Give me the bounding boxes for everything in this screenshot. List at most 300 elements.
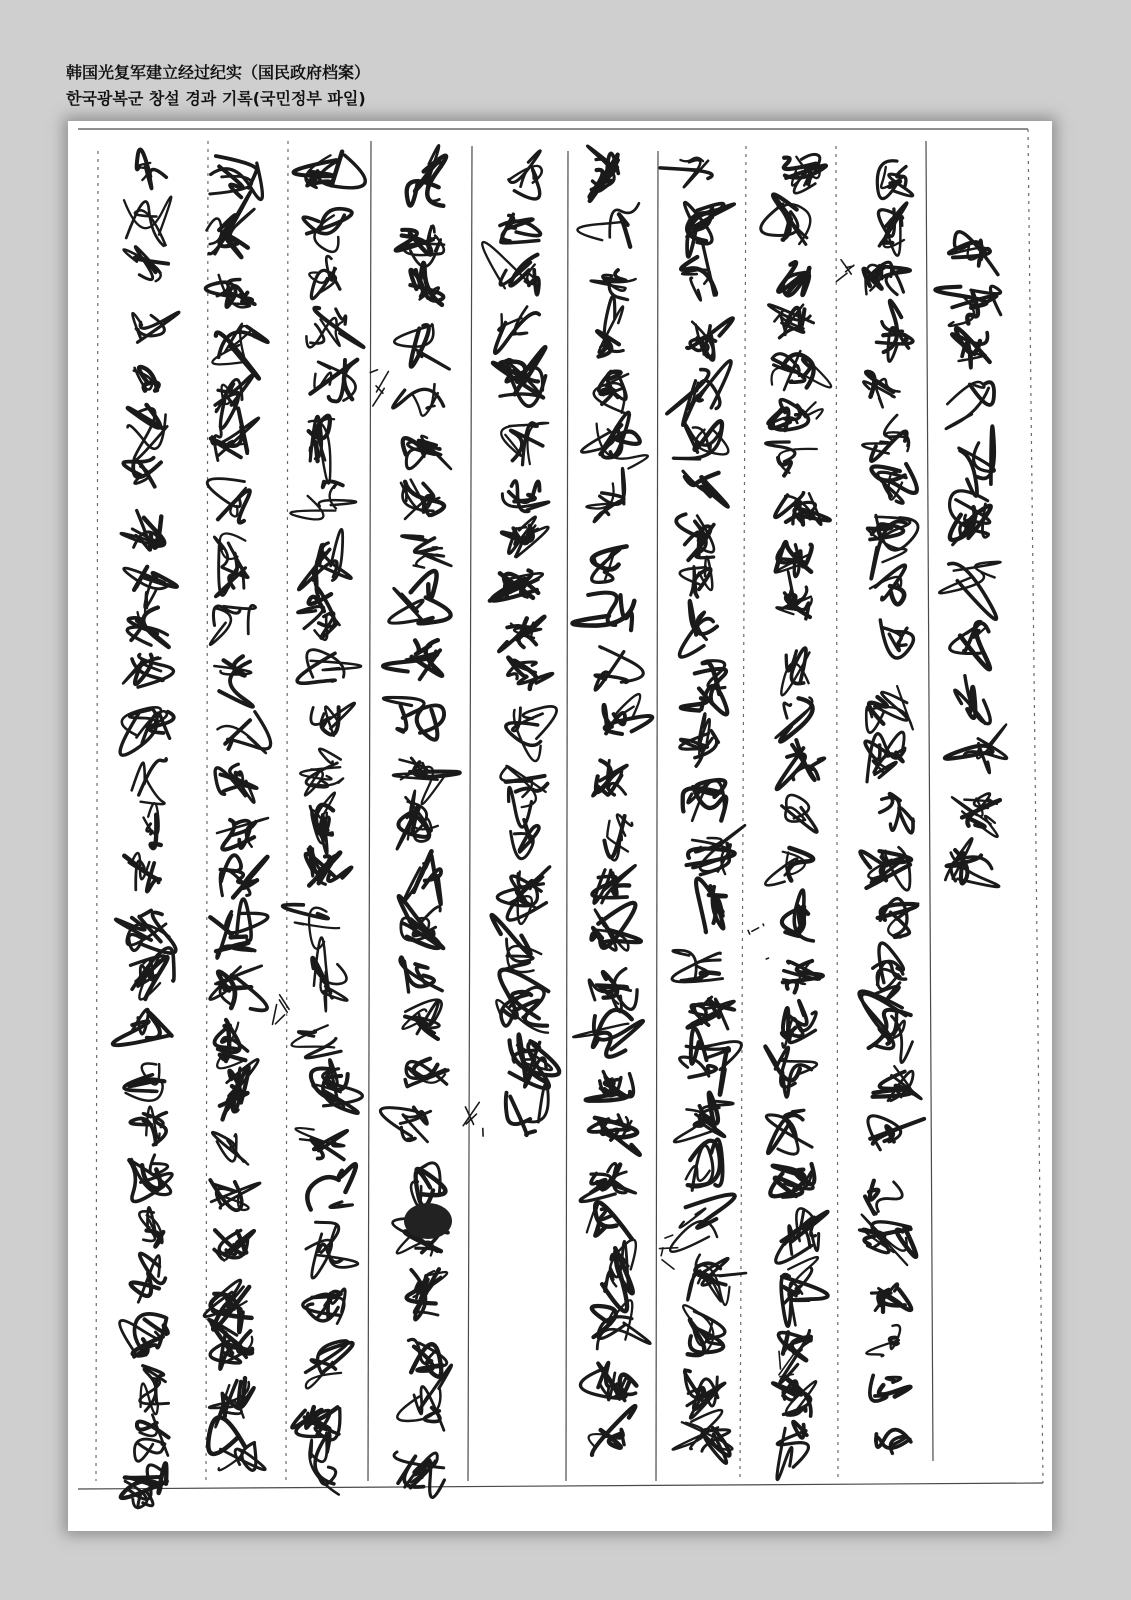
handwritten-glyph <box>683 780 727 821</box>
handwritten-glyph <box>674 1093 733 1142</box>
handwritten-glyph <box>660 158 712 188</box>
ink-stroke <box>510 1097 535 1136</box>
handwritten-glyph <box>782 890 813 941</box>
handwritten-glyph <box>952 328 990 368</box>
handwritten-glyph <box>499 617 544 652</box>
ink-stroke <box>720 1048 729 1094</box>
ink-stroke <box>947 382 984 404</box>
handwritten-glyph <box>770 1164 814 1197</box>
handwritten-glyph <box>129 1155 172 1202</box>
handwritten-glyph <box>594 372 630 415</box>
ink-stroke <box>573 601 635 626</box>
handwritten-glyph <box>501 423 548 465</box>
handwritten-glyph <box>591 903 641 951</box>
ink-stroke <box>295 922 340 928</box>
handwritten-glyph <box>580 1363 636 1401</box>
handwritten-glyph <box>397 791 438 849</box>
handwritten-glyph <box>294 152 366 188</box>
handwritten-glyph <box>218 712 271 753</box>
ink-stroke <box>598 1033 625 1057</box>
handwritten-glyph <box>132 312 178 342</box>
handwritten-glyph <box>587 1202 632 1239</box>
handwritten-glyph <box>604 815 632 861</box>
handwritten-glyph <box>604 694 653 734</box>
ink-stroke <box>665 1235 673 1238</box>
handwritten-glyph <box>380 1107 430 1142</box>
handwritten-glyph <box>502 517 548 557</box>
ink-stroke <box>373 388 384 406</box>
handwritten-glyph <box>124 1064 164 1101</box>
handwritten-glyph <box>120 707 174 755</box>
handwritten-glyph <box>402 536 452 568</box>
ink-stroke <box>660 1248 678 1249</box>
handwritten-glyph <box>127 592 169 647</box>
handwritten-glyph <box>680 601 718 657</box>
ink-stroke <box>660 168 712 179</box>
handwritten-column <box>283 152 366 1495</box>
handwritten-glyph <box>508 657 553 688</box>
handwritten-glyph <box>121 511 164 551</box>
handwritten-glyph <box>873 943 906 999</box>
ink-stroke <box>880 794 900 813</box>
handwritten-glyph <box>676 514 714 560</box>
handwritten-glyph <box>939 562 1000 619</box>
handwritten-glyph <box>214 656 253 706</box>
handwritten-column <box>761 154 831 1479</box>
ink-stroke <box>946 388 989 429</box>
column-divider <box>286 141 288 1481</box>
handwritten-glyph <box>403 436 451 469</box>
handwritten-glyph <box>777 740 825 789</box>
ink-stroke <box>283 905 329 919</box>
handwritten-glyph <box>131 948 174 1000</box>
handwritten-glyph <box>777 1422 809 1480</box>
marginal-annotation <box>836 260 854 282</box>
handwritten-glyph <box>687 825 745 874</box>
handwritten-glyph <box>868 1116 924 1150</box>
column-divider <box>656 151 658 1481</box>
handwritten-glyph <box>878 203 906 256</box>
handwritten-glyph <box>299 529 352 589</box>
handwritten-glyph <box>586 468 624 521</box>
handwritten-glyph <box>573 1010 643 1057</box>
handwritten-glyph <box>865 732 905 782</box>
handwritten-glyph <box>306 1341 353 1389</box>
handwritten-glyph <box>688 997 735 1029</box>
handwritten-glyph <box>307 1164 356 1209</box>
handwritten-glyph <box>130 1107 166 1145</box>
handwritten-glyph <box>296 1128 348 1159</box>
handwritten-glyph <box>680 1028 742 1094</box>
handwritten-glyph <box>592 866 635 904</box>
ink-stroke <box>691 278 701 301</box>
column-divider <box>206 141 208 1481</box>
handwritten-glyph <box>862 415 909 461</box>
handwritten-glyph <box>407 145 446 205</box>
handwritten-glyph <box>775 493 830 525</box>
ink-stroke <box>129 861 145 890</box>
handwritten-glyph <box>215 375 253 429</box>
handwritten-glyph <box>586 1072 634 1101</box>
handwritten-glyph <box>124 853 159 892</box>
handwritten-glyph <box>490 570 543 600</box>
page-header <box>66 60 370 112</box>
handwritten-glyph <box>121 1463 167 1507</box>
handwritten-glyph <box>597 296 623 357</box>
column-divider <box>566 151 568 1481</box>
handwritten-glyph <box>206 275 255 307</box>
handwritten-column <box>573 146 653 1455</box>
ink-stroke <box>886 1377 901 1382</box>
handwritten-glyph <box>946 382 994 429</box>
ink-stroke <box>959 443 995 472</box>
handwritten-glyph <box>683 1305 725 1355</box>
handwritten-glyph <box>399 896 444 948</box>
handwritten-glyph <box>945 838 999 886</box>
handwritten-glyph <box>506 1083 548 1135</box>
ink-stroke <box>784 703 791 718</box>
column-divider <box>926 141 933 1461</box>
handwritten-glyph <box>859 1215 916 1265</box>
handwritten-glyph <box>144 803 161 848</box>
handwritten-glyph <box>396 226 444 267</box>
handwritten-glyph <box>870 565 905 604</box>
handwritten-glyph <box>217 818 268 850</box>
handwritten-glyph <box>673 421 728 459</box>
handwritten-glyph <box>592 546 627 582</box>
handwritten-glyph <box>781 1257 828 1326</box>
handwritten-glyph <box>214 1230 254 1260</box>
handwritten-glyph <box>312 937 347 1011</box>
handwritten-glyph <box>407 1269 448 1319</box>
handwritten-glyph <box>868 515 918 578</box>
handwritten-glyph <box>401 480 444 519</box>
ink-stroke <box>126 202 164 246</box>
handwritten-glyph <box>120 1314 168 1357</box>
handwritten-glyph <box>581 412 648 468</box>
handwritten-glyph <box>686 1139 723 1190</box>
marginal-annotation <box>463 1102 483 1136</box>
ink-stroke <box>216 333 259 379</box>
handwritten-glyph <box>131 1254 166 1303</box>
ink-stroke <box>836 273 847 281</box>
handwritten-glyph <box>510 1035 560 1089</box>
handwritten-glyph <box>935 286 1000 326</box>
handwritten-glyph <box>212 324 268 379</box>
ink-stroke <box>965 676 990 724</box>
manuscript-bottom-rule <box>78 1483 1043 1489</box>
ink-stroke <box>116 918 151 940</box>
handwritten-glyph <box>207 479 250 523</box>
handwritten-glyph <box>865 1181 902 1214</box>
ink-stroke <box>509 787 532 827</box>
handwritten-glyph <box>684 202 734 256</box>
column-divider <box>368 141 371 1481</box>
handwritten-column <box>380 145 459 1497</box>
handwritten-glyph <box>863 372 899 407</box>
ink-stroke <box>748 930 750 934</box>
ink-stroke <box>577 222 620 240</box>
ink-stroke <box>138 312 179 342</box>
ink-stroke <box>402 536 427 541</box>
handwritten-glyph <box>877 161 912 199</box>
handwritten-glyph <box>595 647 643 690</box>
handwritten-glyph <box>873 1066 922 1101</box>
ink-stroke <box>899 808 913 833</box>
handwritten-glyph <box>482 242 539 295</box>
column-divider <box>740 146 746 1481</box>
manuscript-scan <box>68 121 1052 1531</box>
handwritten-glyph <box>292 1407 340 1440</box>
handwritten-glyph <box>950 491 991 545</box>
handwritten-glyph <box>769 305 814 338</box>
left-margin-rule <box>96 151 98 1481</box>
handwritten-column <box>113 150 179 1508</box>
handwritten-glyph <box>775 698 812 742</box>
title-chinese: 韩国光复军建立经过纪实（国民政府档案） <box>66 63 371 82</box>
handwritten-glyph <box>870 1375 910 1401</box>
ink-blot <box>404 1203 452 1239</box>
handwritten-glyph <box>502 481 549 512</box>
ink-stroke <box>370 370 377 373</box>
ink-stroke <box>377 372 389 392</box>
ink-stroke <box>870 1119 924 1144</box>
handwritten-glyph <box>209 1319 253 1369</box>
handwritten-glyph <box>687 318 733 360</box>
handwritten-glyph <box>775 542 812 576</box>
ink-stroke <box>415 964 428 983</box>
ink-stroke <box>866 1340 899 1356</box>
handwritten-glyph <box>765 848 813 885</box>
handwritten-glyph <box>404 851 441 904</box>
handwritten-glyph <box>761 195 811 245</box>
column-divider <box>468 146 472 1481</box>
handwritten-glyph <box>310 793 335 854</box>
handwritten-glyph <box>124 197 171 246</box>
handwritten-glyph <box>310 360 357 402</box>
ink-stroke <box>273 1005 277 1025</box>
handwritten-glyph <box>300 749 343 796</box>
handwritten-glyph <box>394 1452 444 1497</box>
handwritten-glyph <box>580 1164 636 1202</box>
ink-stroke <box>299 1031 316 1036</box>
handwritten-glyph <box>290 481 356 519</box>
handwritten-glyph <box>134 367 159 391</box>
handwritten-glyph <box>210 966 267 1011</box>
ink-stroke <box>880 620 913 658</box>
handwritten-glyph <box>949 232 998 275</box>
handwritten-glyph <box>405 1059 448 1087</box>
handwritten-glyph <box>303 1289 345 1324</box>
handwritten-glyph <box>776 571 811 619</box>
ink-stroke <box>306 1362 341 1389</box>
handwritten-glyph <box>113 1009 172 1045</box>
handwritten-glyph <box>509 151 542 199</box>
handwritten-glyph <box>400 957 442 992</box>
handwritten-glyph <box>782 1001 816 1048</box>
handwritten-glyph <box>696 878 726 932</box>
ink-stroke <box>752 928 759 932</box>
handwritten-glyph <box>577 203 638 247</box>
handwritten-column <box>935 232 1006 887</box>
handwritten-glyph <box>778 262 809 295</box>
ink-stroke <box>319 500 356 506</box>
ink-stroke <box>403 1111 431 1142</box>
handwritten-glyph <box>573 593 635 631</box>
handwritten-glyph <box>667 361 731 426</box>
ink-stroke <box>430 226 437 239</box>
ink-stroke <box>319 749 340 763</box>
handwritten-glyph <box>880 794 914 833</box>
ink-stroke <box>619 214 630 246</box>
handwritten-glyph <box>211 408 259 460</box>
handwritten-glyph <box>866 1325 900 1356</box>
handwritten-glyph <box>124 567 177 608</box>
handwritten-glyph <box>212 1132 248 1164</box>
handwritten-glyph <box>783 961 823 993</box>
handwritten-glyph <box>215 764 257 802</box>
handwritten-glyph <box>766 442 817 476</box>
handwritten-glyph <box>592 1300 650 1349</box>
handwritten-glyph <box>767 400 822 431</box>
ink-stroke <box>207 479 244 507</box>
handwritten-glyph <box>588 146 619 201</box>
handwritten-glyph <box>495 307 539 354</box>
handwritten-glyph <box>680 714 719 766</box>
handwritten-glyph <box>864 262 911 294</box>
handwritten-glyph <box>389 571 451 623</box>
ink-stroke <box>328 867 352 881</box>
handwritten-glyph <box>950 622 990 669</box>
handwritten-column <box>204 156 270 1470</box>
handwritten-glyph <box>492 915 542 972</box>
ink-stroke <box>300 767 340 779</box>
handwritten-glyph <box>680 557 713 597</box>
handwritten-glyph <box>766 1110 812 1154</box>
handwritten-glyph <box>123 247 168 282</box>
handwritten-glyph <box>952 793 1000 836</box>
handwritten-column <box>482 151 559 1135</box>
handwritten-glyph <box>410 263 443 305</box>
handwritten-glyph <box>210 1180 260 1210</box>
ink-stroke <box>228 712 271 749</box>
ink-stroke <box>869 1181 878 1200</box>
ink-stroke <box>686 1166 710 1181</box>
handwritten-glyph <box>681 661 727 715</box>
ink-stroke <box>882 797 900 830</box>
ink-stroke <box>977 426 994 484</box>
handwritten-glyph <box>306 1222 358 1278</box>
handwritten-glyph <box>866 686 913 733</box>
handwritten-glyph <box>297 650 361 684</box>
ink-stroke <box>526 1083 549 1122</box>
handwritten-glyph <box>872 1284 912 1312</box>
handwritten-glyph <box>292 1025 342 1058</box>
handwritten-glyph <box>589 969 637 1012</box>
title-korean: 한국광복군 창설 경과 기록(국민정부 파일) <box>66 89 366 108</box>
handwritten-glyph <box>589 1406 636 1455</box>
ink-stroke <box>237 899 251 941</box>
handwritten-glyph <box>506 706 557 761</box>
ink-stroke <box>417 709 438 739</box>
handwritten-glyph <box>402 1000 441 1039</box>
ink-stroke <box>339 1164 356 1192</box>
handwritten-glyph <box>876 1430 911 1454</box>
handwritten-glyph <box>772 351 832 390</box>
column-divider <box>836 146 838 1481</box>
marginal-annotation <box>370 370 388 406</box>
handwritten-glyph <box>220 855 267 897</box>
handwritten-glyph <box>309 256 340 299</box>
handwritten-glyph <box>673 1410 733 1463</box>
handwritten-glyph <box>139 1207 163 1246</box>
handwritten-glyph <box>688 1255 746 1305</box>
handwritten-glyph <box>500 214 540 242</box>
handwritten-glyph <box>210 156 263 199</box>
handwritten-glyph <box>214 533 248 596</box>
ink-stroke <box>788 848 813 881</box>
handwritten-glyph <box>298 587 340 639</box>
handwritten-glyph <box>776 1208 828 1263</box>
handwritten-glyph <box>207 191 255 257</box>
ink-stroke <box>877 1182 903 1212</box>
ink-stroke <box>330 1202 352 1207</box>
handwritten-glyph <box>959 426 995 496</box>
handwritten-glyph <box>123 458 161 487</box>
handwritten-glyph <box>383 697 444 739</box>
handwritten-glyph <box>501 766 548 827</box>
handwritten-glyph <box>670 1195 735 1252</box>
handwritten-manuscript-image <box>68 121 1052 1531</box>
handwritten-glyph <box>878 899 919 938</box>
handwritten-glyph <box>860 847 911 890</box>
handwritten-glyph <box>132 759 167 804</box>
handwritten-glyph <box>955 676 990 724</box>
handwritten-glyph <box>136 150 166 189</box>
ink-stroke <box>763 924 764 925</box>
handwritten-glyph <box>411 1163 445 1207</box>
handwritten-glyph <box>408 1339 446 1376</box>
ink-stroke <box>766 442 795 462</box>
ink-stroke <box>804 402 823 418</box>
ink-stroke <box>787 981 797 992</box>
handwritten-glyph <box>210 899 268 958</box>
handwritten-glyph <box>393 384 444 416</box>
handwritten-glyph <box>309 416 335 484</box>
handwritten-glyph <box>672 950 723 982</box>
right-margin-rule <box>1028 129 1043 1483</box>
handwritten-glyph <box>496 970 548 1033</box>
ink-stroke <box>427 384 435 409</box>
handwritten-glyph <box>394 324 449 369</box>
handwritten-glyph <box>781 648 809 695</box>
handwritten-glyph <box>283 905 340 949</box>
handwritten-glyph <box>383 640 442 679</box>
ink-stroke <box>411 571 437 599</box>
handwritten-glyph <box>393 758 460 804</box>
handwritten-glyph <box>589 1115 640 1155</box>
handwritten-glyph <box>511 820 539 859</box>
handwritten-glyph <box>309 1433 338 1495</box>
ink-stroke <box>766 958 768 959</box>
handwritten-glyph <box>397 1365 451 1430</box>
handwritten-glyph <box>134 1415 168 1461</box>
handwritten-glyph <box>877 301 913 362</box>
handwritten-glyph <box>214 1020 247 1068</box>
handwritten-glyph <box>311 1060 363 1113</box>
handwritten-glyph <box>784 154 826 193</box>
handwritten-glyph <box>210 605 255 644</box>
